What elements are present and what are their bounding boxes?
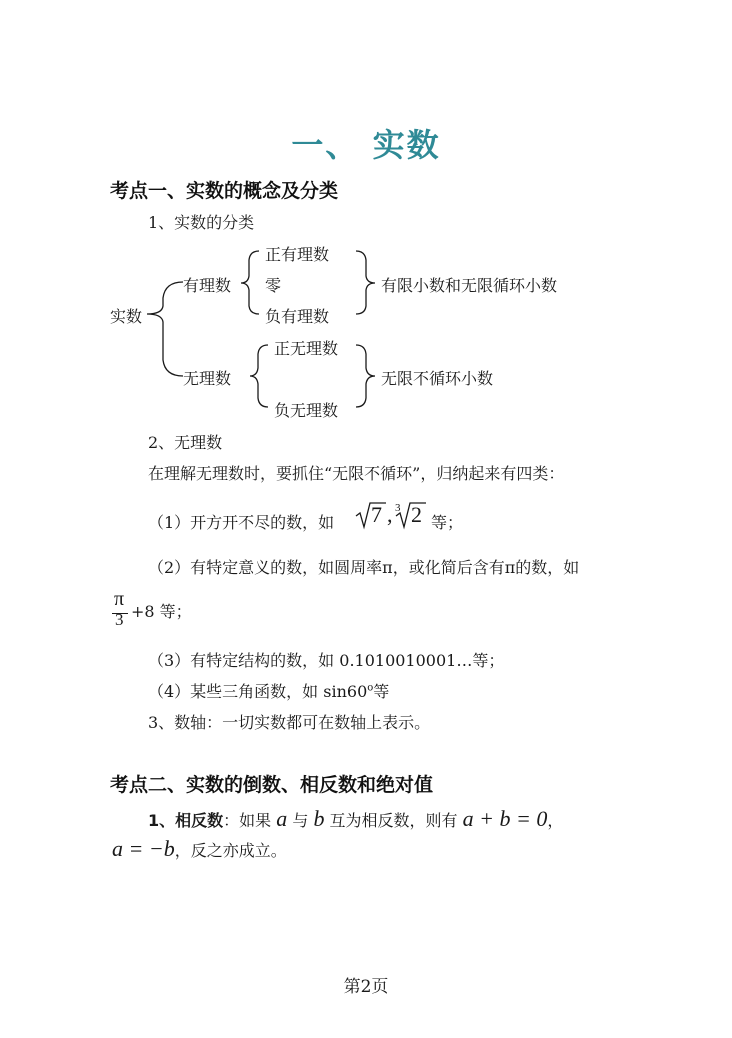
- var-b: b: [313, 806, 325, 831]
- item4-suffix: 等: [373, 682, 390, 701]
- item1-suffix: 等；: [431, 513, 464, 532]
- subheading-irrational: 2、无理数: [148, 433, 223, 452]
- tree-irrational-positive: 正无理数: [274, 339, 339, 358]
- sqrt-seven: 7: [371, 502, 382, 527]
- equation-a-neg-b: a = −b: [112, 836, 175, 861]
- fraction-numerator: π: [114, 588, 125, 610]
- item3: （3）有特定结构的数，如 0.1010010001…等；: [148, 651, 505, 670]
- tree-rational-negative: 负有理数: [265, 307, 330, 326]
- equation-sum-zero: a + b = 0: [462, 806, 548, 831]
- item4-prefix: （4）某些三角函数，如 sin60: [148, 682, 368, 701]
- var-a: a: [276, 806, 288, 831]
- tree-irrational-desc: 无限不循环小数: [381, 369, 494, 388]
- opposite-text-c: 互为相反数，则有: [329, 811, 458, 830]
- tree-rational-positive: 正有理数: [265, 245, 330, 264]
- section2-heading: 考点二、实数的倒数、相反数和绝对值: [110, 774, 434, 796]
- opposite-paragraph-line1: [148, 806, 563, 832]
- tree-rational: 有理数: [183, 276, 232, 295]
- degree-sup: o: [367, 682, 374, 694]
- opposite-text-b: 与: [292, 811, 309, 830]
- opposite-text-e: ，反之亦成立。: [174, 841, 287, 860]
- fraction-denominator: 3: [115, 610, 124, 629]
- comma: ,: [387, 502, 393, 527]
- page-number: 第2页: [343, 977, 389, 997]
- item2-line2: +8 等；: [131, 602, 192, 621]
- cuberoot-index: 3: [395, 502, 401, 514]
- tree-irrational: 无理数: [183, 369, 232, 388]
- subheading-number-line: 3、数轴：一切实数都可在数轴上表示。: [148, 713, 431, 732]
- subheading-classification: 1、实数的分类: [148, 213, 255, 232]
- tree-irrational-negative: 负无理数: [274, 401, 339, 420]
- opposite-text-d: ，: [547, 811, 564, 830]
- section1-heading: 考点一、实数的概念及分类: [110, 180, 339, 202]
- tree-rational-zero: 零: [265, 276, 282, 295]
- cuberoot-two: 2: [411, 502, 422, 527]
- irrational-intro: 在理解无理数时，要抓住“无限不循环”，归纳起来有四类：: [148, 464, 565, 483]
- opposite-label: 1、相反数: [148, 811, 224, 830]
- page-title: 一、 实数: [291, 126, 441, 164]
- item4: [148, 679, 389, 702]
- item1-prefix: （1）开方开不尽的数，如: [148, 513, 335, 532]
- tree-rational-desc: 有限小数和无限循环小数: [381, 276, 558, 295]
- tree-root: 实数: [110, 307, 143, 326]
- item2-line1: （2）有特定意义的数，如圆周率π，或化简后含有π的数，如: [148, 558, 580, 577]
- opposite-text-a: ：如果: [223, 811, 272, 830]
- opposite-paragraph-line2: [112, 836, 287, 862]
